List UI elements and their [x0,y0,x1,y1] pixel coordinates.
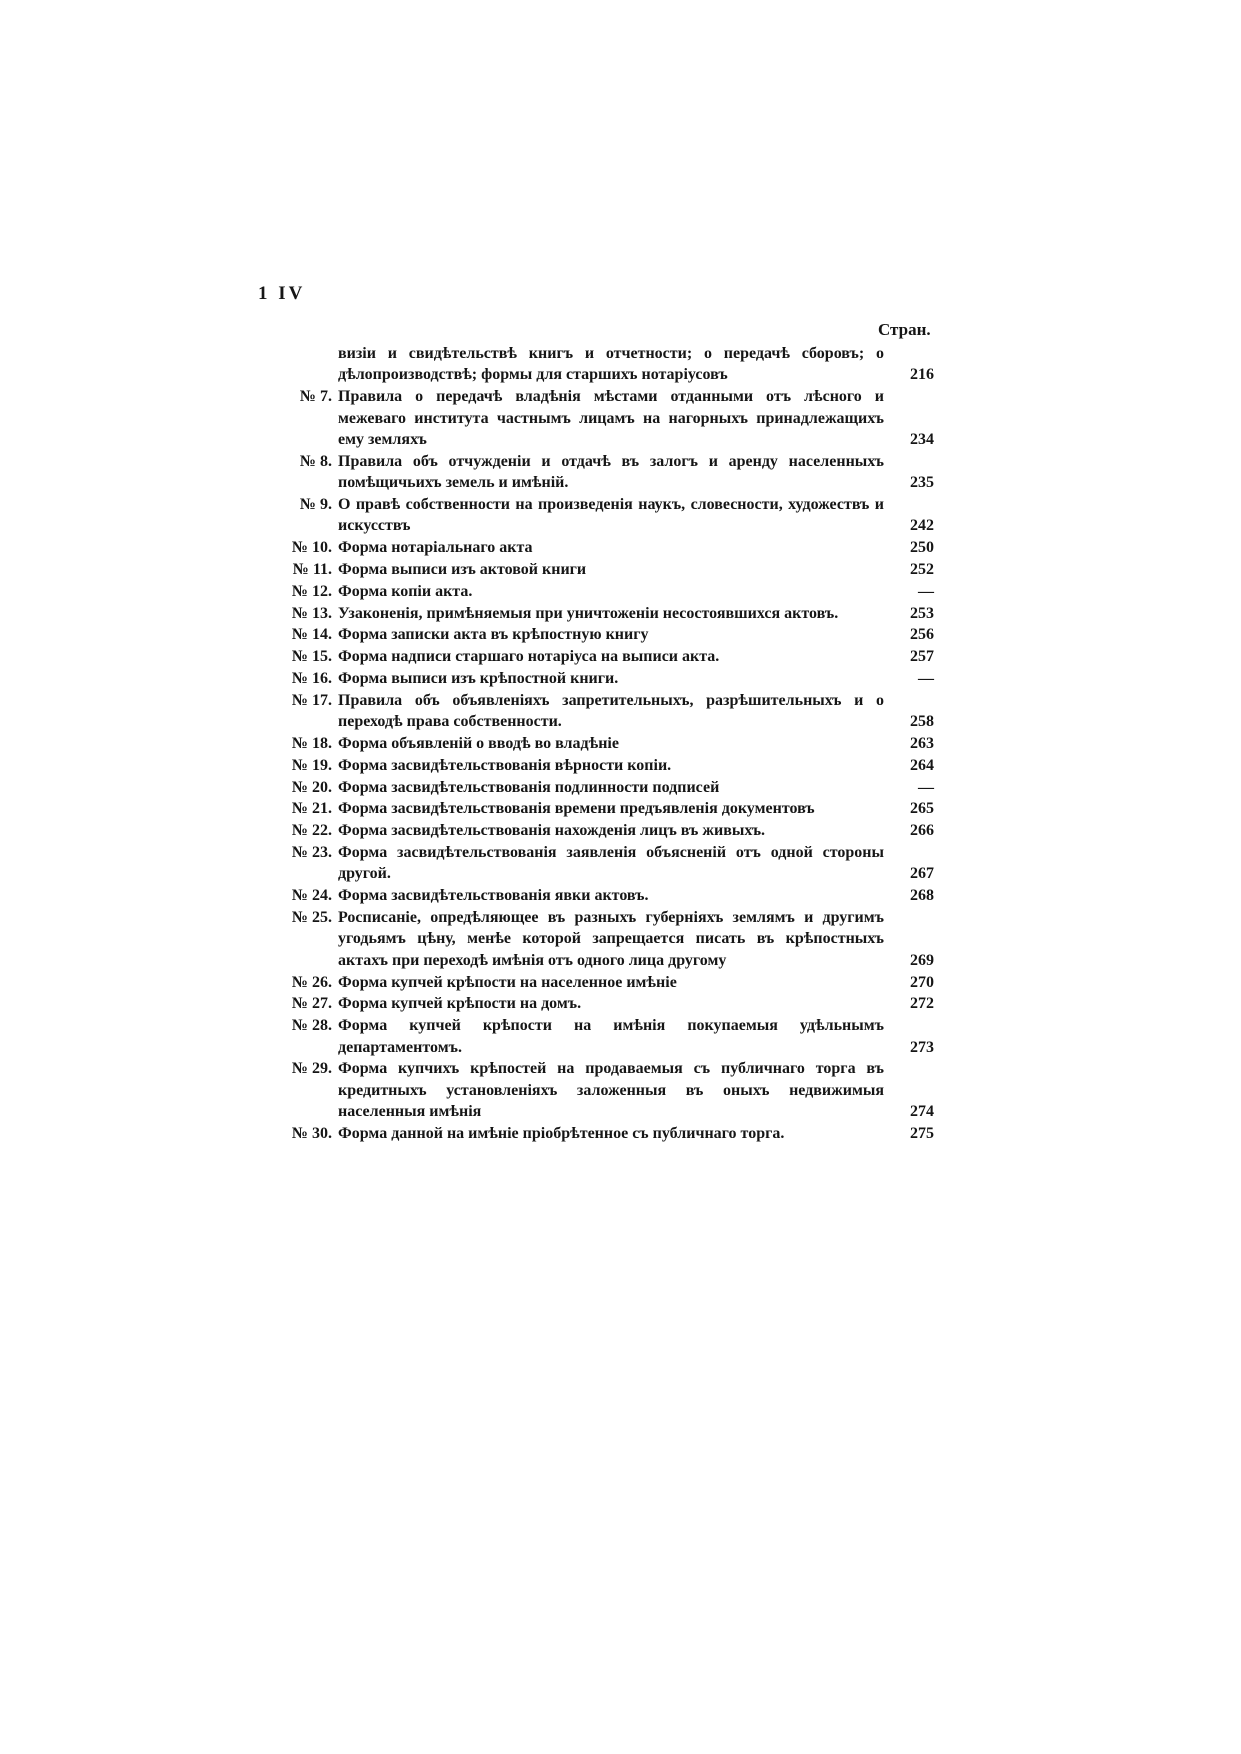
toc-entry-title: О правѣ собственности на произведенія наукъ, словесности, художествъ и искусствъ [338,496,884,535]
toc-entry-number: № 20. [291,778,332,796]
toc-entry-title: Росписаніе, опредѣляющее въ разныхъ губерніяхъ землямъ и другимъ угодьямъ цѣну, менѣе которой запрещается писать въ крѣпостныхъ актахъ при переходѣ имѣнія отъ одного лица другому [338,908,884,969]
toc-entry-number: № 19. [291,756,332,774]
toc-entry [278,777,934,798]
toc-entry-title: визіи и свидѣтельствѣ книгъ и отчетности; о передачѣ сборовъ; о дѣлопроизводствѣ; формы для старшихъ нотаріусовъ [338,345,884,384]
toc-entry [278,624,934,645]
toc-entry-number: № 8. [299,452,332,470]
toc-entry [278,581,934,602]
toc-entry-number: № 10. [291,539,332,557]
toc-entry [278,690,934,733]
table-of-contents [278,343,934,1144]
toc-entry [278,842,934,885]
toc-entry-page: 252 [910,561,934,579]
toc-entry [278,343,934,386]
toc-entry-page: 265 [910,800,934,818]
toc-entry-page: 270 [910,973,934,991]
toc-entry-page: 234 [910,431,934,449]
toc-entry-page: 275 [910,1125,934,1142]
toc-entry-title: Форма засвидѣтельствованія вѣрности копіи. [338,756,672,774]
toc-entry-title: Форма нотаріальнаго акта [338,539,533,557]
toc-entry-page: 258 [910,713,934,731]
toc-entry [278,603,934,624]
toc-entry-title: Правила о передачѣ владѣнія мѣстами отданными отъ лѣсного и межеваго института частнымъ лицамъ на нагорныхъ принадлежащихъ ему земляхъ [338,388,884,449]
toc-entry-title: Форма копіи акта. [338,582,473,600]
toc-entry [278,820,934,841]
toc-entry-title: Форма купчей крѣпости на населенное имѣніе [338,973,677,991]
toc-entry [278,798,934,819]
toc-entry-number: № 26. [291,973,332,991]
toc-entry [278,668,934,689]
toc-entry-number: № 16. [291,670,332,687]
toc-entry-number: № 14. [291,626,332,644]
toc-entry-title: Форма засвидѣтельствованія явки актовъ. [338,887,649,905]
toc-entry-number: № 28. [291,1017,332,1035]
toc-entry [278,537,934,558]
toc-entry [278,451,934,494]
toc-entry-page: 268 [910,887,934,905]
toc-entry-page: 263 [910,735,934,752]
toc-entry-number: № 22. [291,822,332,840]
toc-entry-page: 269 [910,951,934,969]
toc-entry-page: — [918,582,934,600]
toc-entry-number: № 25. [291,908,332,926]
toc-entry [278,386,934,450]
toc-entry-title: Форма засвидѣтельствованія времени предъявленія документовъ [338,800,815,818]
toc-entry-number: № 9. [299,496,332,514]
toc-entry-title: Форма данной на имѣніе пріобрѣтенное съ публичнаго торга. [338,1125,785,1142]
toc-entry-number: № 21. [291,800,332,818]
toc-entry-page: 267 [910,865,934,883]
toc-entry-title: Узаконенія, примѣняемыя при уничтоженіи несостоявшихся актовъ. [338,604,839,622]
toc-entry-page: — [918,670,934,687]
toc-entry-page: 272 [910,995,934,1013]
toc-entry [278,1058,934,1122]
toc-entry-number: № 23. [291,843,332,861]
toc-entry [278,972,934,993]
toc-entry [278,755,934,776]
toc-entry-number: № 11. [292,561,332,579]
page-number: 1 IV [258,283,306,304]
toc-entry-page: 264 [910,756,934,774]
toc-entry-number: № 7. [299,388,332,406]
toc-entry-page: 274 [910,1103,934,1121]
toc-entry-page: 256 [910,626,934,644]
toc-entry [278,646,934,667]
toc-entry-title: Форма засвидѣтельствованія нахожденія лицъ въ живыхъ. [338,822,766,840]
toc-entry-title: Форма записки акта въ крѣпостную книгу [338,626,649,644]
toc-entry-page: 257 [910,648,934,666]
toc-entry-number: № 12. [291,582,332,600]
toc-entry-page: 253 [910,604,934,622]
toc-entry-title: Форма купчихъ крѣпостей на продаваемыя съ публичнаго торга въ кредитныхъ установленіяхъ заложенныя въ оныхъ недвижимыя населенныя имѣнія [338,1060,884,1121]
toc-entry-page: 266 [910,822,934,840]
toc-entry-number: № 29. [291,1060,332,1078]
page-column-header: Стран. [878,320,931,339]
toc-entry-page: 242 [910,517,934,535]
toc-entry-number: № 30. [291,1125,332,1142]
toc-entry-title: Форма купчей крѣпости на домъ. [338,995,582,1013]
toc-entry [278,907,934,971]
toc-entry-number: № 13. [291,604,332,622]
toc-entry-number: № 24. [291,887,332,905]
toc-entry-number: № 15. [291,648,332,666]
toc-entry-title: Форма засвидѣтельствованія заявленія объясненій отъ одной стороны другой. [338,843,884,883]
toc-entry-number: № 18. [291,735,332,752]
toc-entry [278,1015,934,1058]
toc-entry [278,559,934,580]
toc-entry-title: Форма надписи старшаго нотаріуса на выписи акта. [338,648,720,666]
toc-entry-title: Форма засвидѣтельствованія подлинности подписей [338,778,720,796]
toc-entry [278,494,934,537]
toc-entry-title: Форма выписи изъ крѣпостной книги. [338,670,619,687]
toc-entry-page: 250 [910,539,934,557]
toc-entry-page: 235 [910,474,934,492]
toc-entry [278,1123,934,1144]
toc-entry-page: 273 [910,1038,934,1056]
toc-entry [278,993,934,1014]
toc-entry [278,733,934,754]
toc-entry-number: № 27. [291,995,332,1013]
toc-entry-page: 216 [910,366,934,384]
toc-entry-title: Правила объ отчужденіи и отдачѣ въ залогъ и аренду населенныхъ помѣщичьихъ земель и имѣній. [338,452,884,492]
toc-entry-page: — [918,778,934,796]
toc-entry [278,885,934,906]
toc-entry-title: Правила объ объявленіяхъ запретительныхъ, разрѣшительныхъ и о переходѣ права собственности. [338,691,884,731]
toc-entry-title: Форма купчей крѣпости на имѣнія покупаемыя удѣльнымъ департаментомъ. [338,1017,884,1056]
toc-entry-title: Форма выписи изъ актовой книги [338,561,587,579]
toc-entry-number: № 17. [291,691,332,709]
toc-entry-title: Форма объявленій о вводѣ во владѣніе [338,735,619,752]
